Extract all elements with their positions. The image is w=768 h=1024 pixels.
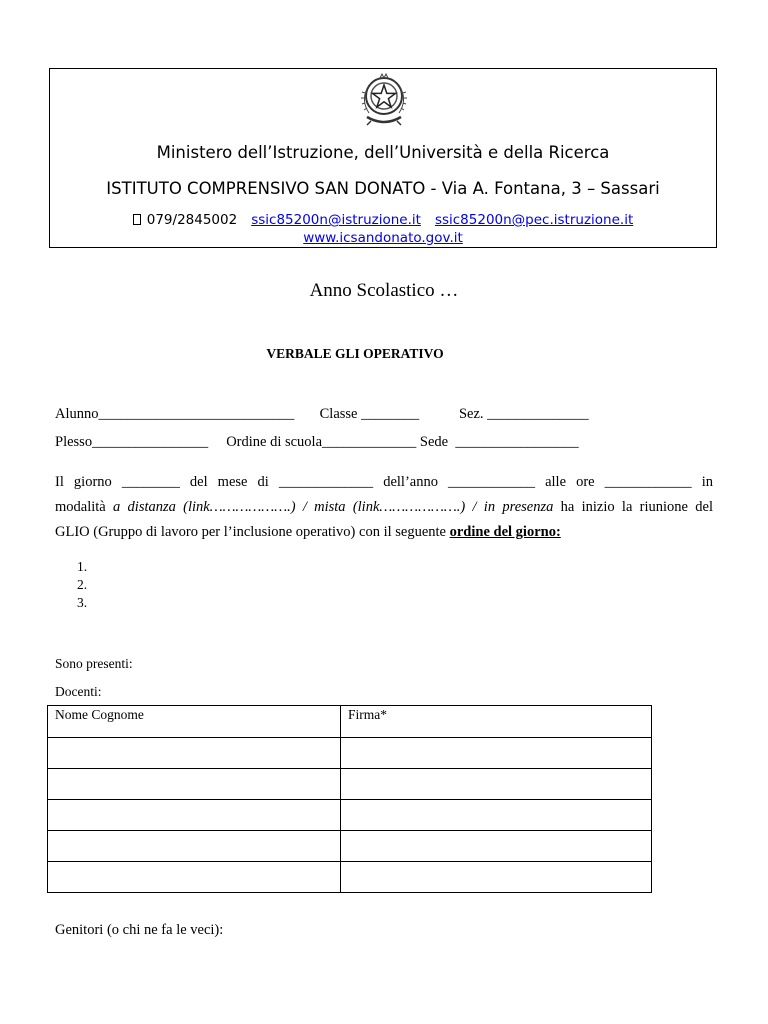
document-title: VERBALE GLI OPERATIVO — [266, 346, 444, 361]
school-name-address: ISTITUTO COMPRENSIVO SAN DONATO - Via A. Fontana, 3 – Sassari — [106, 179, 660, 198]
italian-republic-emblem-icon — [357, 71, 411, 129]
pec-email-link[interactable]: ssic85200n@pec.istruzione.it — [434, 212, 634, 228]
agenda-item[interactable]: 3. — [77, 595, 88, 610]
name-cell[interactable] — [48, 800, 341, 831]
signature-cell[interactable] — [341, 738, 652, 769]
header-name-surname: Nome Cognome — [48, 706, 341, 738]
signature-cell[interactable] — [341, 769, 652, 800]
agenda-heading: ordine del giorno: — [449, 524, 561, 540]
plesso-order-sede-line[interactable]: Plesso________________ Ordine di scuola_____________ Sede _________________ — [55, 434, 579, 450]
agenda-item[interactable]: 1. — [77, 559, 88, 574]
agenda-list — [77, 558, 87, 612]
paragraph-line-agenda — [55, 520, 713, 545]
mode-suffix: ha inizio la riunione del — [553, 499, 713, 515]
paragraph-line-mode — [55, 495, 713, 520]
present-label: Sono presenti: — [55, 656, 133, 671]
website-link[interactable]: www.icsandonato.gov.it — [303, 230, 463, 246]
email-link[interactable]: ssic85200n@istruzione.it — [251, 212, 421, 228]
agenda-item[interactable]: 2. — [77, 577, 88, 592]
header-signature: Firma* — [341, 706, 652, 738]
website-line — [49, 230, 717, 246]
glio-text: GLIO (Gruppo di lavoro per l’inclusione operativo) con il seguente — [55, 524, 450, 540]
paragraph-line-date[interactable]: Il giorno ________ del mese di _____________ dell’anno ____________ alle ore ____________ in — [55, 474, 713, 490]
ministry-name: Ministero dell’Istruzione, dell’Università e della Ricerca — [156, 143, 610, 162]
table-row — [48, 769, 652, 800]
contacts-line — [49, 212, 717, 228]
school-year: Anno Scolastico … — [309, 280, 459, 301]
table-header-row — [48, 706, 652, 738]
name-cell[interactable] — [48, 738, 341, 769]
parents-label: Genitori (o chi ne fa le veci): — [55, 922, 224, 938]
meeting-paragraph — [55, 470, 713, 545]
signature-cell[interactable] — [341, 862, 652, 893]
table-row — [48, 738, 652, 769]
table-row — [48, 800, 652, 831]
signature-cell[interactable] — [341, 831, 652, 862]
name-cell[interactable] — [48, 831, 341, 862]
student-class-section-line[interactable]: Alunno___________________________ Classe ________ Sez. ______________ — [55, 406, 589, 422]
mode-options: a distanza (link……………….) / mista (link……………….) / in presenza — [113, 499, 554, 515]
teachers-table — [47, 705, 652, 893]
phone-icon — [133, 214, 141, 225]
mode-prefix: modalità — [55, 499, 114, 515]
table-row — [48, 831, 652, 862]
name-cell[interactable] — [48, 862, 341, 893]
teachers-label: Docenti: — [55, 684, 102, 699]
table-row — [48, 862, 652, 893]
name-cell[interactable] — [48, 769, 341, 800]
phone-number: 079/2845002 — [146, 212, 238, 228]
signature-cell[interactable] — [341, 800, 652, 831]
